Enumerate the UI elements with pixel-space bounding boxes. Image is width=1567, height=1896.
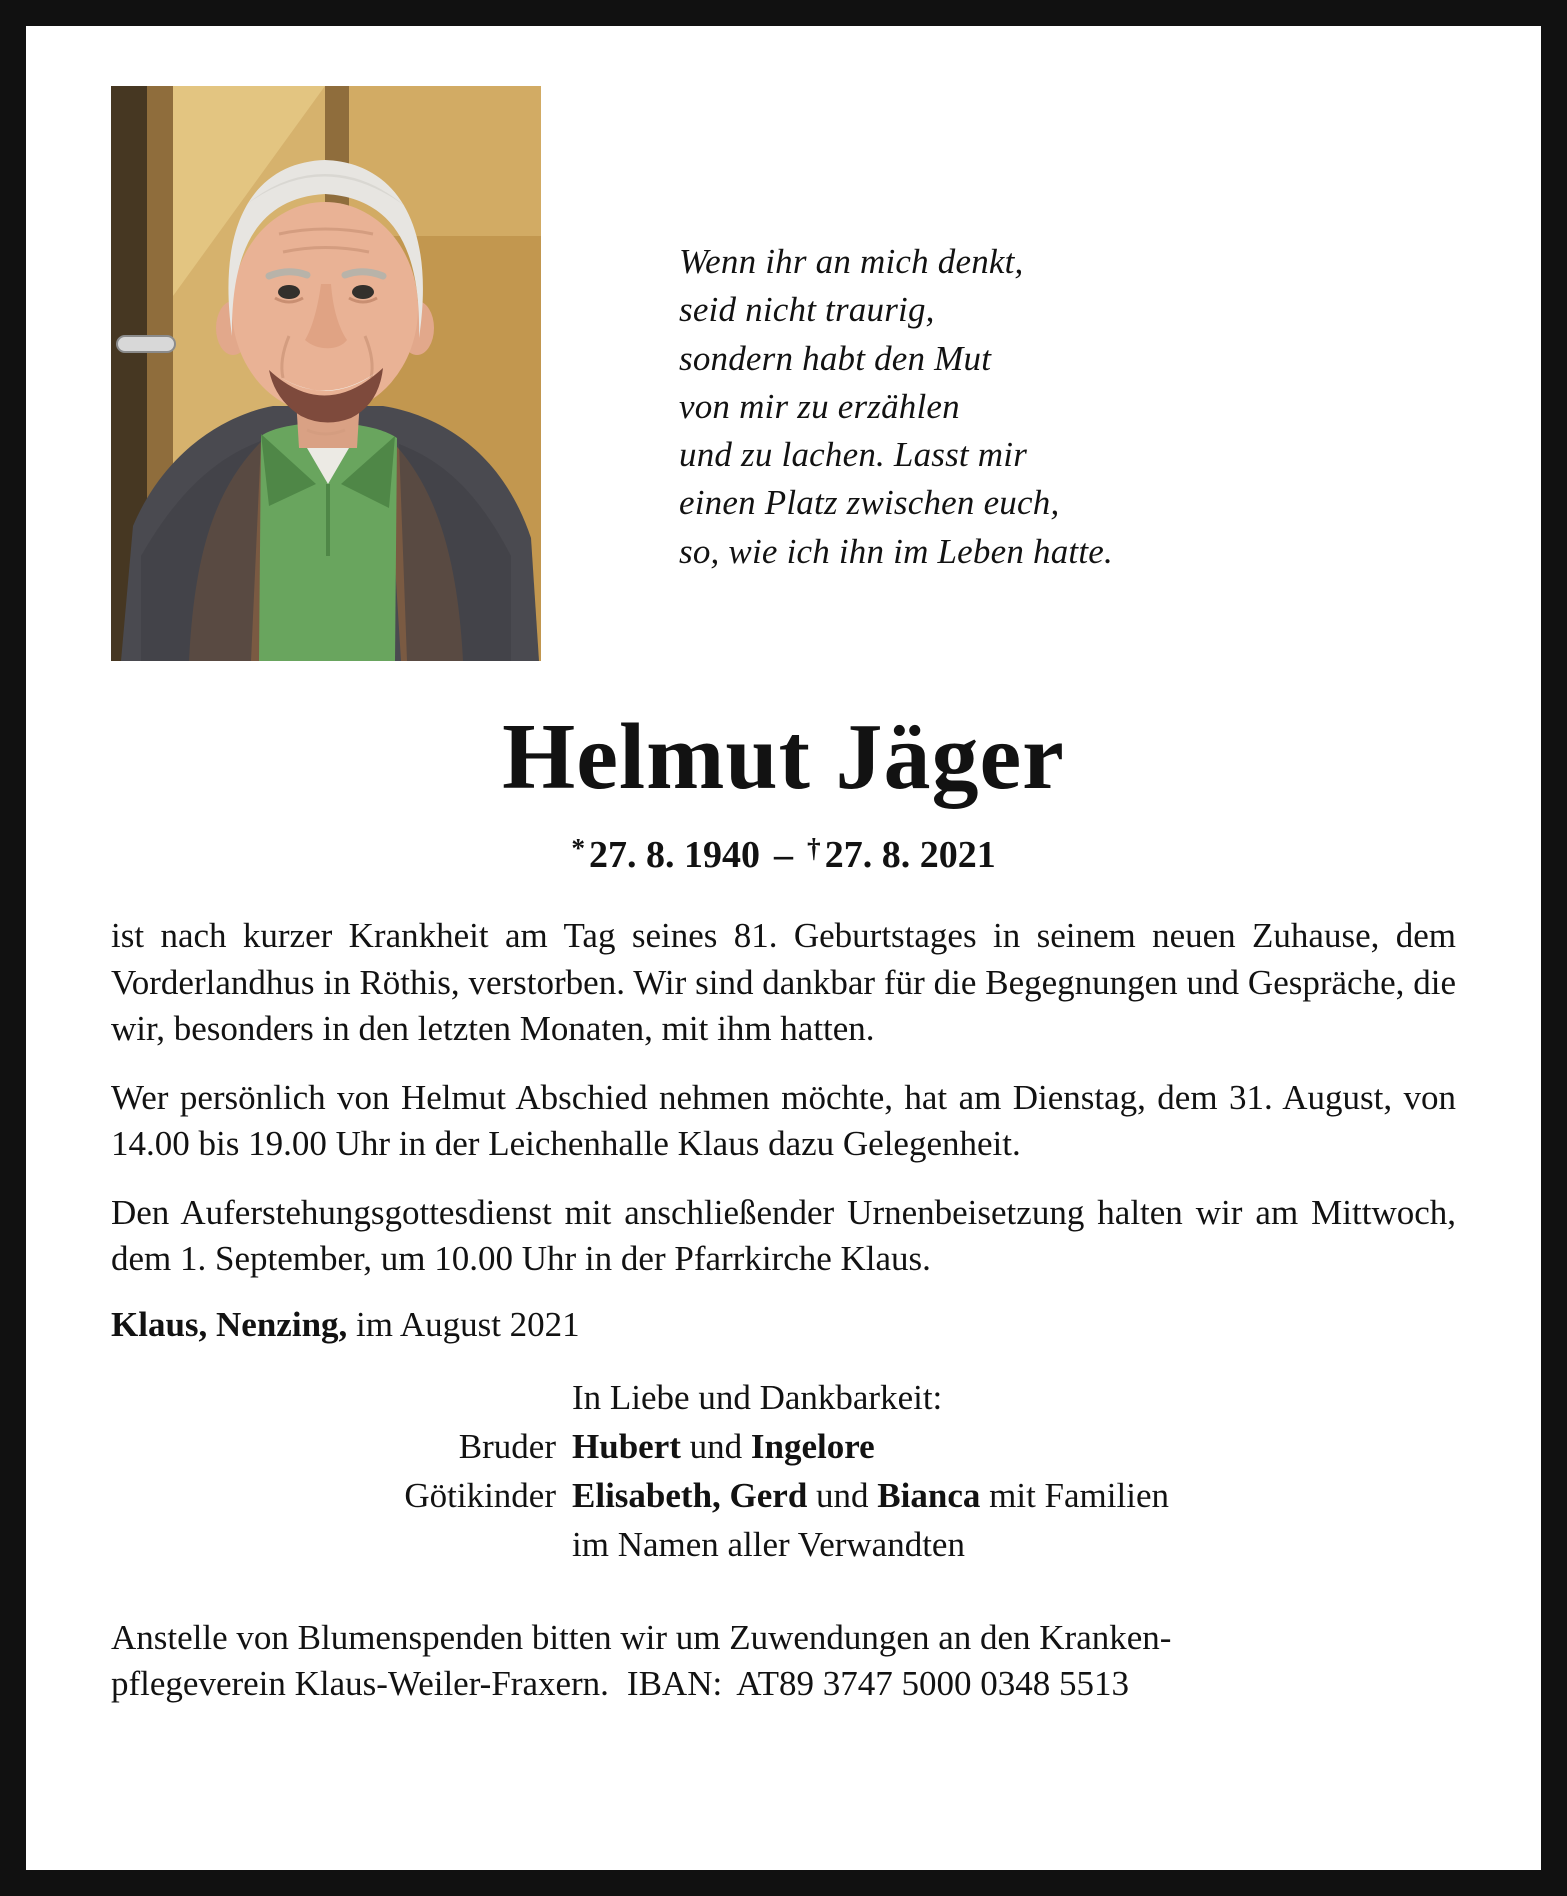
poem-line: von mir zu erzählen (679, 386, 960, 426)
poem-line: so, wie ich ihn im Leben hatte. (679, 531, 1113, 571)
life-dates (111, 833, 1456, 877)
poem-line: sondern habt den Mut (679, 338, 992, 378)
family-name: Ingelore (750, 1426, 875, 1466)
memorial-poem (679, 86, 1113, 661)
paragraph-farewell-info: Wer persönlich von Helmut Abschied nehmen möchte, hat am Dienstag, dem 31. August, von 14.00 bis 19.00 Uhr in der Leichenhalle Klaus dazu Gelegenheit. (111, 1077, 1456, 1164)
family-block (111, 1373, 1456, 1569)
place-date-line (111, 1305, 1456, 1345)
poem-line: und zu lachen. Lasst mir (679, 435, 1028, 475)
top-section (111, 86, 1456, 661)
dateline-rest: im August 2021 (347, 1304, 580, 1344)
donation-note (111, 1615, 1456, 1708)
poem-line: einen Platz zwischen euch, (679, 483, 1060, 523)
donation-line-1: Anstelle von Blumenspenden bitten wir um Zuwendungen an den Kranken- (111, 1617, 1172, 1657)
conjunction: und (807, 1475, 878, 1515)
obituary-content (26, 86, 1541, 1708)
relation-label-goetikinder: Götikinder (404, 1475, 556, 1515)
poem-line: seid nicht traurig, (679, 290, 935, 330)
iban-label: IBAN: (626, 1664, 723, 1704)
dates-separator: – (774, 834, 793, 876)
paragraph-death-notice: ist nach kurzer Krankheit am Tag seines 81. Geburtstages in seinem neuen Zuhause, dem Vorderlandhus in Röthis, verstorben. Wir sind dankbar für die Begegnungen und Gespräche, die wir, besonders in den letzten Monaten, mit ihm hatten. (111, 916, 1456, 1049)
family-name: Hubert (572, 1426, 681, 1466)
family-row-bruder (572, 1422, 1456, 1471)
iban-number: AT89 3747 5000 0348 5513 (736, 1664, 1129, 1704)
birth-date: 27. 8. 1940 (589, 834, 760, 876)
portrait-photo (111, 86, 541, 661)
relation-label-bruder: Bruder (458, 1426, 556, 1466)
poem-line: Wenn ihr an mich denkt, (679, 242, 1024, 281)
family-intro: In Liebe und Dankbarkeit: (572, 1377, 943, 1417)
death-date: 27. 8. 2021 (824, 834, 996, 876)
family-row-goetikinder (572, 1471, 1456, 1520)
death-symbol: † (807, 832, 821, 863)
family-suffix: mit Familien (980, 1475, 1169, 1515)
places: Klaus, Nenzing, (111, 1304, 348, 1344)
birth-symbol: * (571, 832, 585, 863)
announcement-text (111, 913, 1456, 1283)
family-closing: im Namen aller Verwandten (572, 1524, 965, 1564)
family-label-empty (111, 1373, 556, 1422)
family-names: Elisabeth, Gerd (572, 1475, 808, 1515)
deceased-name: Helmut Jäger (502, 705, 1065, 809)
paragraph-service-info: Den Auferstehungsgottesdienst mit anschließender Urnenbeisetzung halten wir am Mittwoch, dem 1. September, um 10.00 Uhr in der Pfarrkirche Klaus. (111, 1192, 1456, 1279)
donation-line-2 (111, 1661, 1456, 1708)
donation-text: pflegeverein Klaus-Weiler-Fraxern. (111, 1664, 609, 1704)
family-label-empty (111, 1520, 556, 1569)
conjunction: und (680, 1426, 751, 1466)
family-name: Bianca (877, 1475, 981, 1515)
